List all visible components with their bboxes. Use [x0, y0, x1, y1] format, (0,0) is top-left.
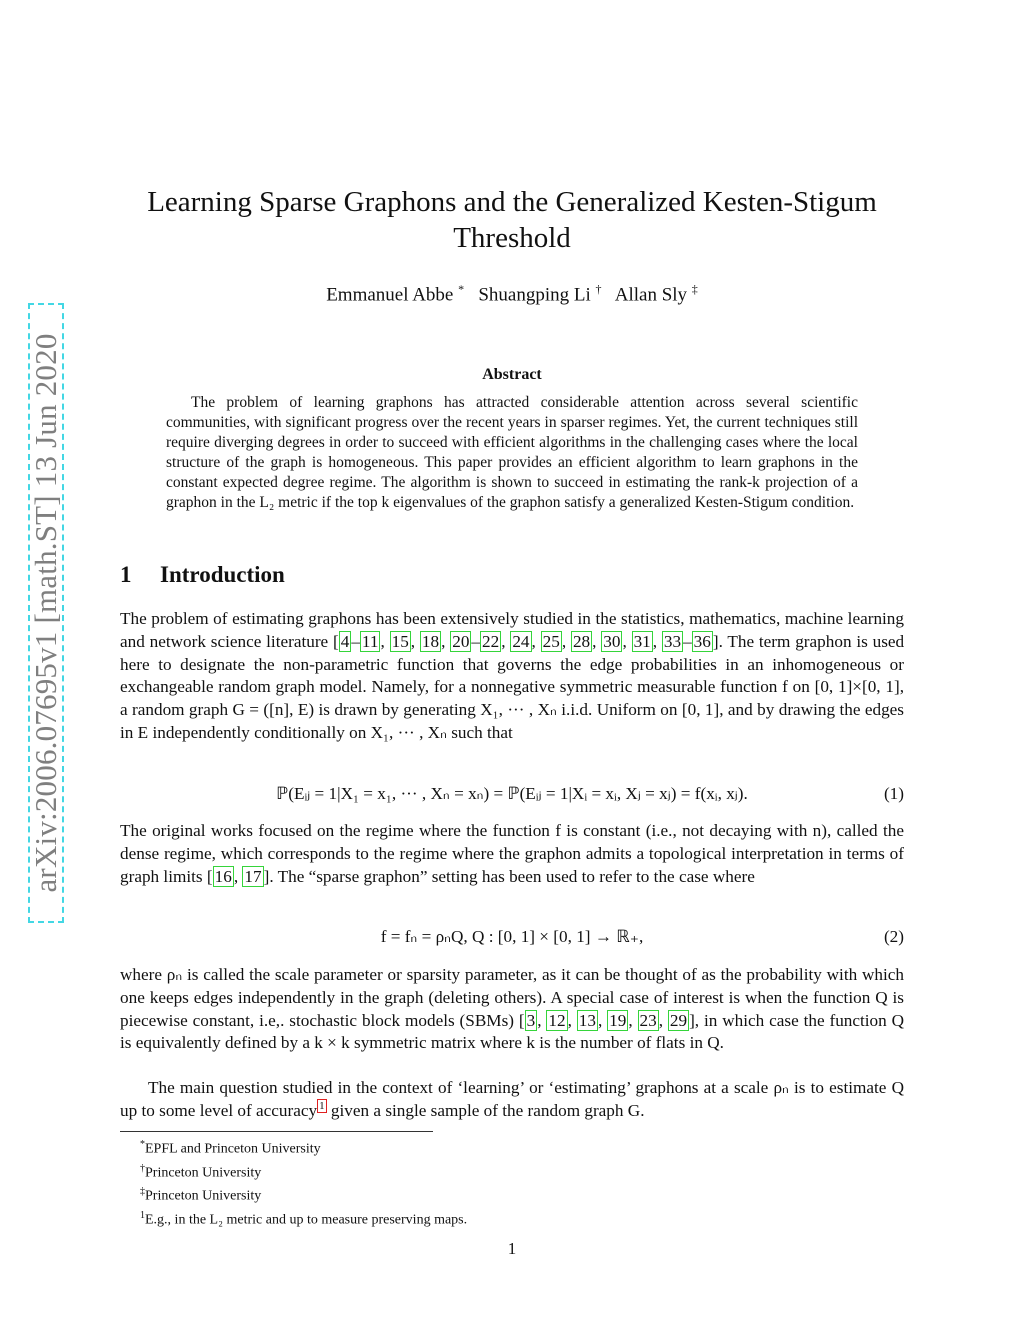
- citation-link[interactable]: 4: [340, 631, 350, 651]
- footnote: [140, 1159, 467, 1183]
- citation-link[interactable]: 12: [548, 1010, 566, 1030]
- author-list: [120, 282, 904, 306]
- footnote: [140, 1182, 467, 1206]
- paragraph-text: The problem of estimating graphons has been extensively studied in the statistics, mathematics, machine learning and network science literature [: [120, 609, 904, 651]
- paragraph-text: ]. The term graphon is used here to designate the non-parametric function that governs the edge probabilities in an inhomogeneous or exchangeable random graph model. Namely, for a nonnegative symmetric measurable function f on [0, 1]×[0, 1], a random graph G = ([n], E) is drawn by generating X₁, ··· , Xₙ i.i.d. Uniform on [0, 1], and by drawing the edges in E independently conditionally on X₁, ··· , Xₙ such that: [120, 631, 905, 742]
- citation-link[interactable]: 23: [639, 1010, 657, 1030]
- citation-link[interactable]: 17: [244, 866, 262, 886]
- author-name: Emmanuel Abbe: [326, 284, 454, 306]
- section-heading: [120, 562, 285, 588]
- equation-body: f = fₙ = ρₙQ, Q : [0, 1] × [0, 1] → ℝ₊,: [380, 927, 644, 946]
- citation-link[interactable]: 11: [361, 631, 379, 651]
- citation-link[interactable]: 28: [572, 631, 591, 651]
- citation-link[interactable]: 13: [578, 1010, 596, 1030]
- citation-link[interactable]: 3: [526, 1010, 536, 1030]
- citation-link[interactable]: 29: [669, 1010, 688, 1030]
- abstract-heading: Abstract: [482, 366, 542, 383]
- citation-link[interactable]: 20: [452, 631, 470, 651]
- footnote-divider: [120, 1131, 433, 1132]
- equation-number: (2): [883, 927, 904, 946]
- citation-link[interactable]: 22: [482, 631, 500, 651]
- footnote: [140, 1135, 467, 1159]
- paragraph-text: The original works focused on the regime where the function f is constant (i.e., not decaying with n), called the dense regime, which corresponds to the regime where the graphon admits a topological interpretation in terms of graph limits [: [120, 821, 904, 886]
- intro-paragraph-4: [120, 1077, 904, 1123]
- footnote-mark: 1: [140, 1209, 145, 1221]
- citation-link[interactable]: 25: [542, 631, 560, 651]
- footnote-text: E.g., in the L₂ metric and up to measure preserving maps.: [145, 1212, 468, 1228]
- author-name: Allan Sly: [614, 284, 688, 306]
- citation-link[interactable]: 18: [421, 631, 440, 651]
- footnote-text: EPFL and Princeton University: [145, 1141, 321, 1157]
- arxiv-stamp[interactable]: [28, 303, 64, 923]
- footnote-link[interactable]: 1: [319, 1100, 325, 1113]
- citation-link[interactable]: 16: [214, 866, 232, 886]
- abstract-text: The problem of learning graphons has attracted considerable attention across several scientific communities, with significant progress over the recent years in sparser regimes. Yet, the current techniques still require diverging degrees in order to succeed with efficient algorithms in the challenging cases where the local structure of the graph is homogeneous. This paper provides an efficient algorithm to learn graphons in the constant expected degree regime. The algorithm is shown to succeed in estimating the rank-k projection of a graphon in the L₂ metric if the top k eigenvalues of the graphon satisfy a generalized Kesten-Stigum condition.: [166, 394, 858, 511]
- paragraph-text: The main question studied in the context of ‘learning’ or ‘estimating’ graphons at a scale ρₙ is to estimate Q up to some level of accuracy: [120, 1078, 904, 1120]
- footnote-text: Princeton University: [145, 1188, 262, 1204]
- citation-link[interactable]: 15: [391, 631, 409, 651]
- author-mark: *: [458, 282, 465, 296]
- section-number: 1: [120, 562, 132, 587]
- author-name: Shuangping Li: [478, 284, 591, 306]
- intro-paragraph-1: The problem of estimating graphons has been extensively studied in the statistics, mathematics, machine learning and network science literature [ 4 – 11 , 15 , 18 , 20 – 22 , 24 , 25 , 28 , 30 , 31 , 33 – 36 ]. The term graphon is used here to designate the non-parametric function that governs the edge probabilities in an inhomogeneous or exchangeable random graph model. Namely, for a nonnegative symmetric measurable function f on [0, 1]×[0, 1], a random graph G = ([n], E) is drawn by generating X₁, ··· , Xₙ i.i.d. Uniform on [0, 1], and by drawing the edges in E independently conditionally on X₁, ··· , Xₙ such that: [120, 609, 905, 742]
- citation-link[interactable]: 33: [663, 631, 682, 651]
- citation-link[interactable]: 24: [512, 631, 530, 651]
- footnote-text: Princeton University: [145, 1165, 262, 1181]
- footnote-mark: ‡: [140, 1186, 145, 1198]
- intro-paragraph-2: The original works focused on the regime where the function f is constant (i.e., not decaying with n), called the dense regime, which corresponds to the regime where the graphon admits a topological interpretation in terms of graph limits [ 16 , 17 ]. The “sparse graphon” setting has been used to refer to the case where: [120, 821, 904, 886]
- author-mark: †: [595, 282, 602, 296]
- footnote-mark: †: [140, 1162, 145, 1174]
- footnote: [140, 1206, 467, 1230]
- citation-link[interactable]: 31: [633, 631, 651, 651]
- paragraph-text: where ρₙ is called the scale parameter or sparsity parameter, as it can be thought of as the probability with which one keeps edges independently in the graph (deleting others). A special case of interest is when the function Q is piecewise constant, i.e,. stochastic block models (SBMs) [: [120, 965, 904, 1030]
- equation-number: (1): [883, 784, 904, 803]
- citation-link[interactable]: 19: [609, 1010, 627, 1030]
- paragraph-text: ], in which case the function Q is equivalently defined by a k × k symmetric matrix where k is the number of flats in Q.: [120, 1010, 905, 1053]
- equation-2: [120, 927, 904, 947]
- equation-1: [120, 784, 904, 804]
- page-number: 1: [507, 1239, 517, 1258]
- footnote-mark: *: [140, 1139, 145, 1150]
- paragraph-text: given a single sample of the random graph G.: [326, 1100, 645, 1120]
- paragraph-text: ]. The “sparse graphon” setting has been used to refer to the case where: [263, 866, 755, 886]
- arxiv-id: arXiv:2006.07695v1 [math.ST] 13 Jun 2020: [28, 333, 63, 893]
- footnotes: [140, 1135, 467, 1230]
- intro-paragraph-3: where ρₙ is called the scale parameter or sparsity parameter, as it can be thought of as the probability with which one keeps edges independently in the graph (deleting others). A special case of interest is when the function Q is piecewise constant, i.e,. stochastic block models (SBMs) [ 3 , 12 , 13 , 19 , 23 , 29 ], in which case the function Q is equivalently defined by a k × k symmetric matrix where k is the number of flats in Q.: [120, 965, 905, 1053]
- author-mark: ‡: [691, 282, 698, 296]
- citation-link[interactable]: 36: [693, 631, 711, 651]
- citation-link[interactable]: 30: [603, 631, 621, 651]
- paper-title: Learning Sparse Graphons and the Generalized Kesten-Stigum Threshold: [147, 186, 877, 254]
- equation-body: ℙ(Eᵢⱼ = 1|X₁ = x₁, ··· , Xₙ = xₙ) = ℙ(Eᵢⱼ = 1|Xᵢ = xᵢ, Xⱼ = xⱼ) = f(xᵢ, xⱼ).: [276, 784, 748, 803]
- section-title: Introduction: [160, 562, 285, 587]
